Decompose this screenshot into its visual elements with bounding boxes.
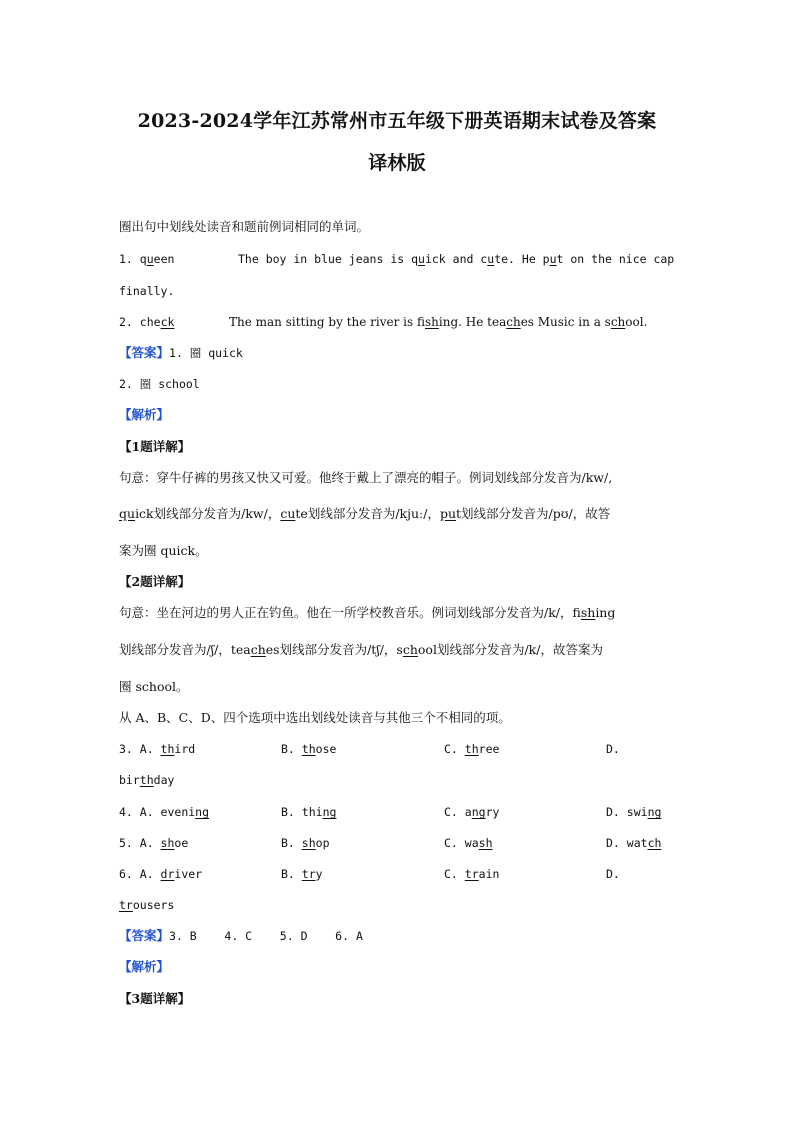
question-6-option-d: trousers [119, 898, 175, 912]
question-6-option-c: C. train [444, 867, 500, 881]
detail-2-line-3: 圈 school。 [119, 679, 189, 694]
question-1-continuation: finally. [119, 284, 175, 298]
answer-2: 2. 圈 school [119, 377, 200, 391]
question-4-option-b: B. thing [281, 805, 337, 819]
question-3-option-d: birthday [119, 773, 175, 787]
analysis-tag: 【解析】 [119, 407, 170, 422]
detail-1-tag: 【1题详解】 [119, 439, 191, 454]
answer-tag: 【答案】 [119, 345, 170, 360]
question-3-option-c: C. three [444, 742, 500, 756]
analysis-tag-2: 【解析】 [119, 959, 170, 974]
answer-block-2: 【答案】3. B 4. C 5. D 6. A [119, 928, 363, 943]
question-6-option-b: B. try [281, 867, 323, 881]
question-4-option-c: C. angry [444, 805, 500, 819]
question-2: 2. check [119, 315, 175, 329]
question-5-option-c: C. wash [444, 836, 493, 850]
question-6-option-d-label: D. [606, 867, 620, 881]
question-3-option-a: 3. A. third [119, 742, 196, 756]
detail-1-line-1: 句意：穿牛仔裤的男孩又快又可爱。他终于戴上了漂亮的帽子。例词划线部分发音为/kw/, [119, 470, 613, 485]
detail-1-line-2: quick划线部分发音为/kw/，cute划线部分发音为/kjuː/，put划线部分发音为/pʊ/，故答 [119, 506, 611, 521]
section2-instruction: 从 A、B、C、D、四个选项中选出划线处读音与其他三个不相同的项。 [119, 710, 511, 725]
question-3-option-d-label: D. [606, 742, 620, 756]
question-1: 1. queen [119, 252, 175, 266]
question-2-sentence: The man sitting by the river is fishing. He teaches Music in a school. [229, 315, 648, 329]
detail-1-line-3: 案为圈 quick。 [119, 543, 208, 558]
page-subtitle: 译林版 [368, 152, 426, 174]
detail-2-line-2: 划线部分发音为/ʃ/，teaches划线部分发音为/tʃ/，school划线部分发音为/k/，故答案为 [119, 642, 603, 657]
question-1-sentence: The boy in blue jeans is quick and cute. He put on the nice cap [238, 252, 675, 266]
page-title: 2023-2024学年江苏常州市五年级下册英语期末试卷及答案 [137, 110, 657, 132]
question-5-option-a: 5. A. shoe [119, 836, 189, 850]
section1-instruction: 圈出句中划线处读音和题前例词相同的单词。 [119, 219, 370, 234]
answer-block-1: 【答案】1. 圈 quick [119, 345, 243, 360]
question-3-option-b: B. those [281, 742, 337, 756]
answer-tag: 【答案】 [119, 928, 170, 943]
question-5-option-b: B. shop [281, 836, 330, 850]
question-4-option-a: 4. A. evening [119, 805, 210, 819]
detail-2-tag: 【2题详解】 [119, 574, 191, 589]
question-5-option-d: D. watch [606, 836, 662, 850]
question-4-option-d: D. swing [606, 805, 662, 819]
detail-3-tag: 【3题详解】 [119, 991, 191, 1006]
question-6-option-a: 6. A. driver [119, 867, 203, 881]
detail-2-line-1: 句意：坐在河边的男人正在钓鱼。他在一所学校教音乐。例词划线部分发音为/k/，fishing [119, 605, 616, 620]
